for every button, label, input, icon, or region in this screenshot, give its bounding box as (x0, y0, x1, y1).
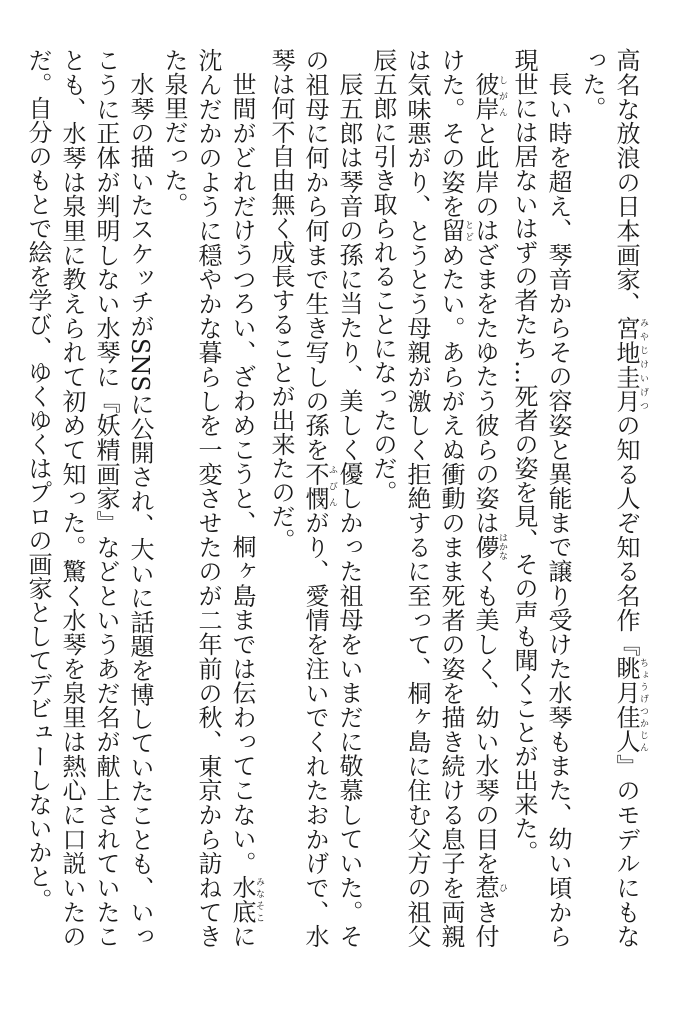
text-run: 辰五郎は琴音の孫に当たり、美しく優しかった祖母をいまだに敬慕していた。その祖母に何から何まで生き写しの孫を (301, 48, 363, 948)
ruby-base: 不憫 (301, 461, 329, 511)
paragraph (157, 48, 264, 948)
ruby-reading: はかな (497, 533, 507, 561)
ruby-reading: ふびん (327, 461, 337, 510)
paragraph (507, 48, 575, 948)
text-run: の知る人ぞ知る名作『 (612, 413, 640, 657)
ruby-base: 儚 (471, 533, 499, 561)
ruby-word (437, 218, 473, 243)
text-run: くも美しく、幼い水琴の目を (471, 558, 499, 876)
text-run: 水琴の描いたスケッチがSNSに公開され、大いに話題を博していたことも、いっこうに正体が判明しない水琴に『妖精画家』などというあだ名が献上されていたことも、水琴は泉里に教えられて初めて知った。驚く水琴を泉里は熱心に口説いたのだ。自分のもとで絵を学び、ゆくゆくはプロの画家としてデビューしないかと。 (24, 48, 154, 949)
ruby-base: 彼岸 (471, 72, 499, 121)
text-run: に沈んだかのように穏やかな暮らしを一変させたのが二年前の秋、東京から訪ねてきた泉里だった。 (160, 48, 256, 949)
paragraph (21, 48, 157, 948)
ruby-base: 留 (437, 218, 465, 243)
paragraph (366, 48, 507, 948)
ruby-word (228, 875, 264, 925)
text-run: 高名な放浪の日本画家、 (612, 48, 640, 316)
text-run: 長い時を超え、琴音からその容姿と異能まで譲り受けた水琴もまた、幼い頃から現世には居ないはずの者たち…死者の姿を見、その声も聞くことが出来た。 (510, 48, 572, 948)
ruby-reading: みやじけいげつ (638, 315, 648, 413)
text-run: と此岸のはざまをたゆたう彼らの姿は (471, 120, 499, 535)
text-run: 世間がどれだけうつろい、ざわめこうと、桐ヶ島までは伝わってこない。 (228, 72, 256, 876)
ruby-word (301, 461, 337, 511)
paragraph (575, 48, 648, 948)
ruby-word (471, 533, 507, 561)
text-run: き付けた。その姿を (437, 48, 499, 949)
ruby-word (471, 875, 507, 900)
text-run: がり、愛情を注いでくれたおかげで、水琴は何不自由無く成長することが出来たのだ。 (267, 48, 329, 949)
ruby-reading: しがん (497, 72, 507, 121)
ruby-reading: ちょうげつかじん (638, 656, 648, 754)
ruby-word (612, 656, 648, 754)
ruby-base: 眺月佳人 (612, 656, 640, 754)
vertical-text-body (21, 48, 648, 948)
ruby-reading: みなそこ (254, 875, 264, 924)
paragraph (264, 48, 366, 948)
text-run: めたい。あらがえぬ衝動のまま死者の姿を描き続ける息子を両親は気味悪がり、とうとう母親が激しく拒絶するに至って、桐ヶ島に住む父方の祖父辰五郎に引き取られることになったのだ。 (369, 48, 465, 949)
ruby-reading: とど (463, 218, 473, 243)
ruby-word (612, 315, 648, 414)
ruby-word (471, 72, 507, 121)
ruby-base: 惹 (471, 875, 499, 900)
ruby-reading: ひ (497, 875, 507, 900)
ruby-base: 宮地圭月 (612, 315, 640, 414)
ruby-base: 水底 (228, 875, 256, 925)
text-run: 』のモデルにもなった。 (578, 48, 640, 949)
